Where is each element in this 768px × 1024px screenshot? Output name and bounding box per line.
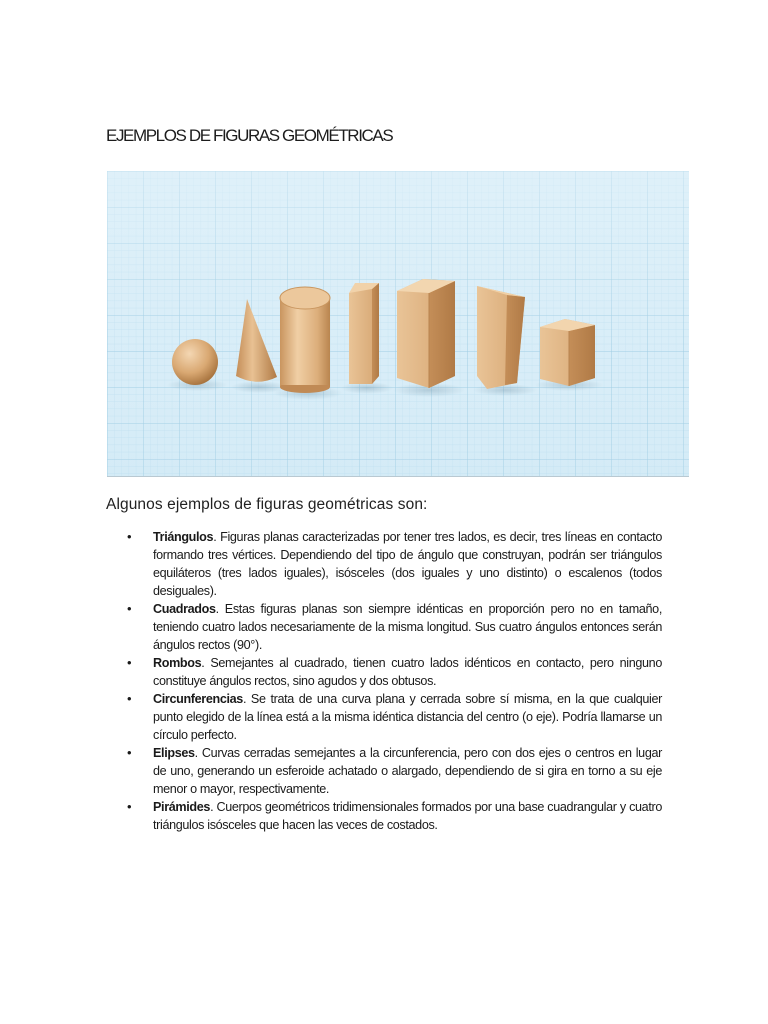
- bullet-icon: •: [127, 529, 132, 544]
- page-title: EJEMPLOS DE FIGURAS GEOMÉTRICAS: [106, 126, 393, 145]
- item-text: . Curvas cerradas semejantes a la circunferencia, pero con dos ejes o centros en lugar de uno, generando un esferoide achatado o alargado, dependiendo de si gira en torno a su eje menor o mayor, respectivamente.: [153, 746, 662, 796]
- item-text: . Figuras planas caracterizadas por tener tres lados, es decir, tres líneas en contacto formando tres vértices. Dependiendo del tipo de ángulo que construyan, podrán ser triángulos equiláteros (tres lados iguales), isósceles (dos iguales y uno distinto) o escalenos (todos desiguales).: [153, 530, 662, 598]
- item-term: Circunferencias: [153, 692, 243, 706]
- figures-list: [126, 528, 662, 834]
- list-item: [126, 690, 662, 744]
- item-term: Elipses: [153, 746, 195, 760]
- bullet-icon: •: [127, 799, 132, 814]
- list-item: [126, 600, 662, 654]
- bullet-icon: •: [127, 691, 132, 706]
- list-item: [126, 654, 662, 690]
- intro-text: Algunos ejemplos de figuras geométricas son:: [106, 496, 428, 513]
- item-text: . Estas figuras planas son siempre idénticas en proporción pero no en tamaño, teniendo cuatro lados necesariamente de la misma longitud. Sus cuatro ángulos entonces serán ángulos rectos (90°).: [153, 602, 662, 652]
- item-term: Rombos: [153, 656, 202, 670]
- geometric-solids-photo: [107, 171, 689, 477]
- bullet-icon: •: [127, 655, 132, 670]
- item-term: Triángulos: [153, 530, 214, 544]
- list-item: [126, 744, 662, 798]
- item-text: . Cuerpos geométricos tridimensionales formados por una base cuadrangular y cuatro triángulos isósceles que hacen las veces de costados.: [153, 800, 662, 832]
- list-item: [126, 798, 662, 834]
- item-text: . Se trata de una curva plana y cerrada sobre sí misma, en la que cualquier punto elegido de la línea está a la misma idéntica distancia del centro (o eje). Podría llamarse un círculo perfecto.: [153, 692, 662, 742]
- item-term: Pirámides: [153, 800, 211, 814]
- bullet-icon: •: [127, 601, 132, 616]
- item-text: . Semejantes al cuadrado, tienen cuatro lados idénticos en contacto, pero ninguno constituye ángulos rectos, sino agudos y dos obtusos.: [153, 656, 662, 688]
- bullet-icon: •: [127, 745, 132, 760]
- list-item: [126, 528, 662, 600]
- item-term: Cuadrados: [153, 602, 216, 616]
